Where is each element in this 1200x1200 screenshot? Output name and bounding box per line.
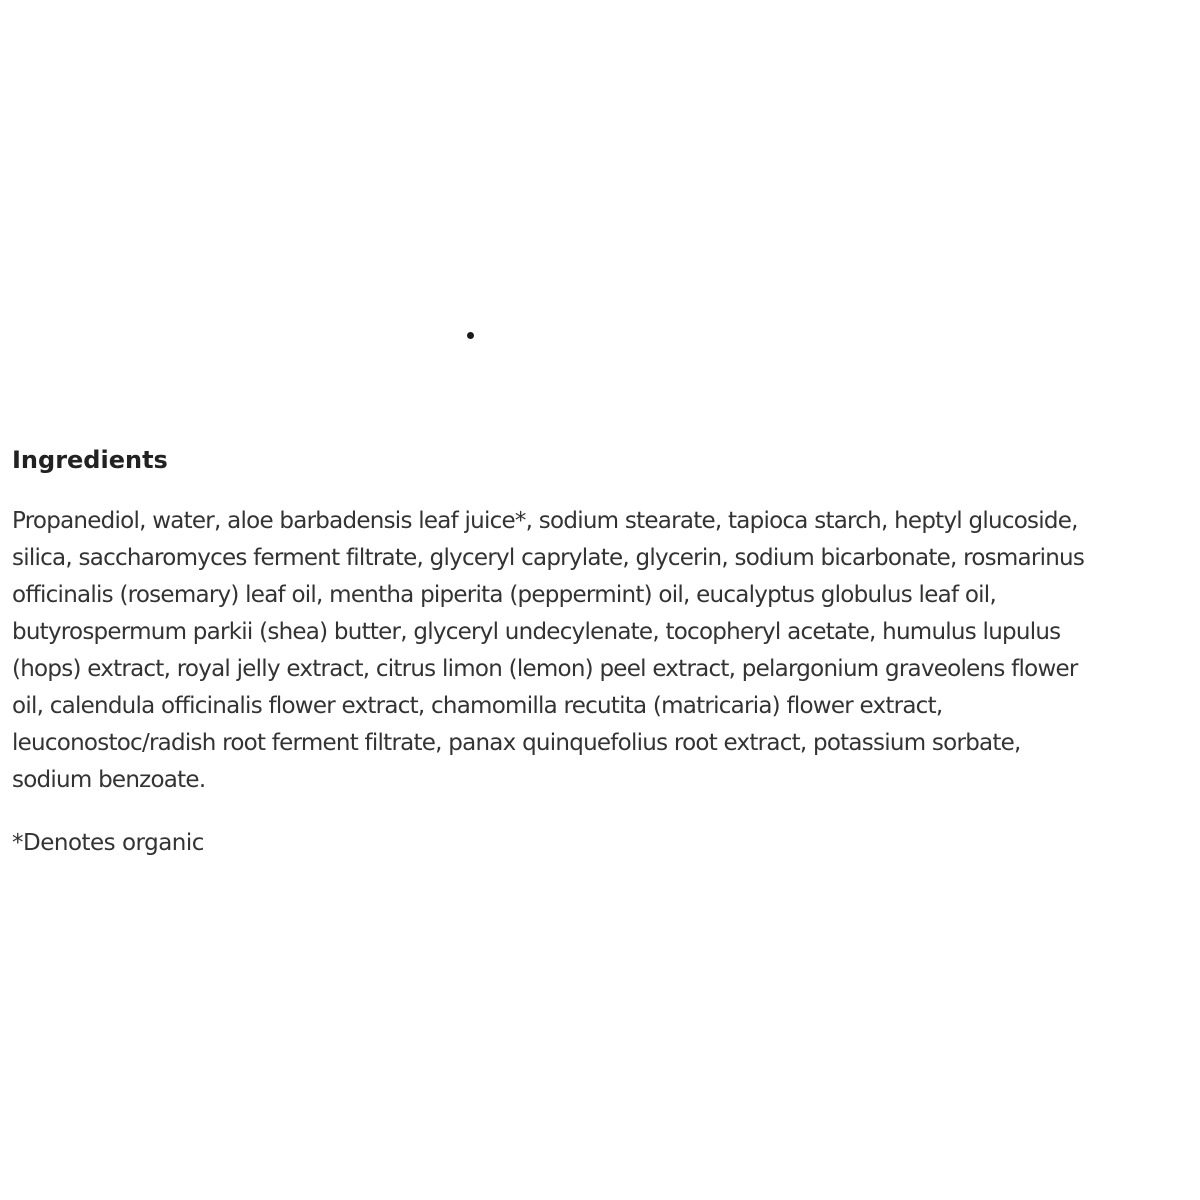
ingredients-heading: Ingredients: [12, 446, 168, 474]
ingredients-line: officinalis (rosemary) leaf oil, mentha piperita (peppermint) oil, eucalyptus globulus leaf oil,: [12, 582, 997, 608]
ingredients-list: [12, 503, 1196, 799]
ingredients-line: butyrospermum parkii (shea) butter, glyceryl undecylenate, tocopheryl acetate, humulus lupulus: [12, 619, 1061, 645]
ingredients-line: leuconostoc/radish root ferment filtrate, panax quinquefolius root extract, potassium sorbate,: [12, 730, 1021, 756]
ingredients-line: (hops) extract, royal jelly extract, citrus limon (lemon) peel extract, pelargonium graveolens flower: [12, 656, 1078, 682]
ingredients-line: oil, calendula officinalis flower extract, chamomilla recutita (matricaria) flower extract,: [12, 693, 943, 719]
bullet-dot: [467, 332, 474, 339]
organic-footnote: *Denotes organic: [12, 830, 204, 856]
ingredients-line: sodium benzoate.: [12, 767, 206, 793]
ingredients-section: [12, 443, 1196, 862]
ingredients-line: silica, saccharomyces ferment filtrate, glyceryl caprylate, glycerin, sodium bicarbonate, rosmarinus: [12, 545, 1085, 571]
ingredients-line: Propanediol, water, aloe barbadensis leaf juice*, sodium stearate, tapioca starch, heptyl glucoside,: [12, 508, 1078, 534]
